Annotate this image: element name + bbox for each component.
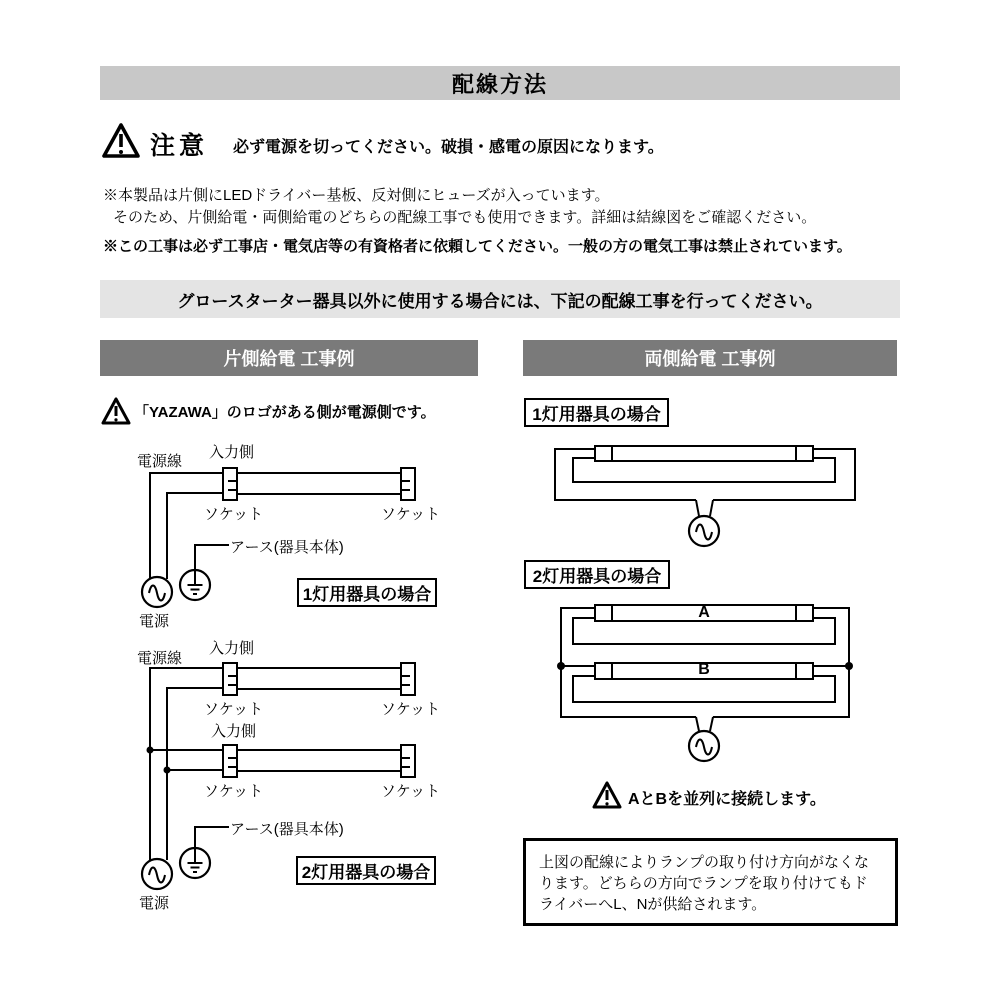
power-line-label: 電源線 [137,453,183,470]
warning-triangle-icon [594,783,620,807]
case1-caption: 1灯用器具の場合 [297,578,437,607]
product-note-line1: ※本製品は片側にLEDドライバー基板、反対側にヒューズが入っています。 [103,187,610,204]
both-feed-1lamp-diagram [555,446,855,546]
warning-triangle-icon [104,125,138,156]
both-feed-2lamp-diagram [557,605,853,761]
socket-label: ソケット [204,783,264,800]
ac-source-icon [142,577,172,607]
caution-heading: 注意 [150,132,209,160]
case1-caption: 1灯用器具の場合 [524,398,669,427]
single-feed-header: 片側給電 工事例 [100,340,478,376]
yazawa-note: 「YAZAWA」のロゴがある側が電源側です。 [134,404,436,421]
ac-source-icon [689,516,719,546]
socket-label: ソケット [204,701,264,718]
power-label: 電源 [139,895,170,912]
ground-icon [180,848,210,878]
orientation-note-box: 上図の配線によりランプの取り付け方向がなくなります。どちらの方向でランプを取り付けてもドライバーへL、Nが供給されます。 [523,838,898,926]
electrician-warning: ※この工事は必ず工事店・電気店等の有資格者に依頼してください。一般の方の電気工事は禁止されています。 [103,238,852,255]
both-feed-header: 両側給電 工事例 [523,340,897,376]
case2-caption: 2灯用器具の場合 [524,560,670,589]
socket-label: ソケット [381,783,441,800]
input-side-label: 入力側 [209,640,255,657]
earth-label: アース(器具本体) [230,539,344,556]
page-title: 配線方法 [100,66,900,100]
socket-label: ソケット [381,701,441,718]
input-side-label: 入力側 [209,444,255,461]
earth-label: アース(器具本体) [230,821,344,838]
case2-caption: 2灯用器具の場合 [296,856,436,885]
power-label: 電源 [139,613,170,630]
lamp-b-label: B [698,661,710,678]
socket-label: ソケット [204,506,264,523]
ground-icon [180,570,210,600]
ac-source-icon [689,731,719,761]
power-line-label: 電源線 [137,650,183,667]
warning-triangle-icon [103,399,129,423]
lamp-a-label: A [698,604,710,621]
input-side-label: 入力側 [211,723,257,740]
ac-source-icon [142,859,172,889]
caution-text: 必ず電源を切ってください。破損・感電の原因になります。 [233,139,664,156]
instruction-bar: グロースターター器具以外に使用する場合には、下記の配線工事を行ってください。 [100,280,900,318]
product-note-line2: そのため、片側給電・両側給電のどちらの配線工事でも使用できます。詳細は結線図をご確認ください。 [113,209,817,226]
socket-label: ソケット [381,506,441,523]
parallel-connection-note: AとBを並列に接続します。 [628,791,826,808]
